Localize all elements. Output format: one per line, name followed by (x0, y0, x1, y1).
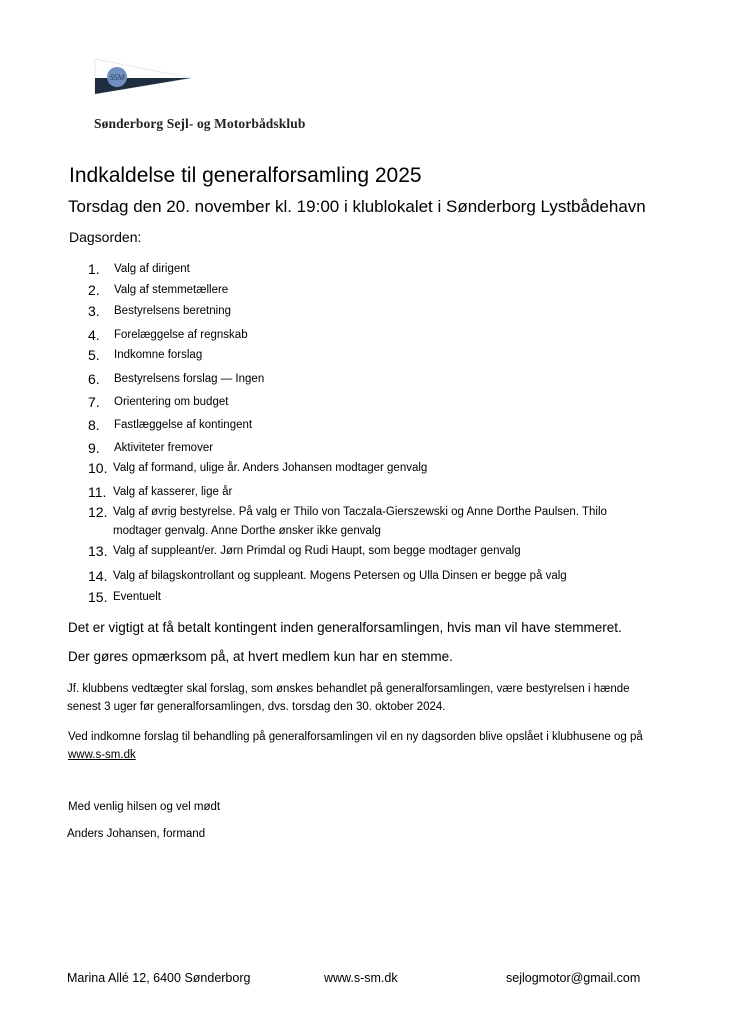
footer-email[interactable]: sejlogmotor@gmail.com (506, 971, 641, 985)
agenda-item (88, 371, 648, 389)
agenda-item (88, 504, 648, 541)
agenda-text: Valg af kasserer, lige år (113, 486, 233, 498)
agenda-number: 3. (88, 303, 100, 319)
footer-address: Marina Allé 12, 6400 Sønderborg (67, 971, 251, 985)
agenda-text: Aktiviteter fremover (114, 442, 214, 454)
document-title: Indkaldelse til generalforsamling 2025 (69, 164, 422, 187)
agenda-number: 9. (88, 440, 100, 456)
agenda-item (88, 440, 648, 458)
greeting: Med venlig hilsen og vel mødt (68, 801, 221, 813)
agenda-number: 6. (88, 371, 100, 387)
agenda-text: Valg af øvrig bestyrelse. På valg er Thilo von Taczala-Gierszewski og Anne Dorthe Paulsen. Thilo modtager genvalg. Anne Dorthe ønsker ikke genvalg (113, 506, 607, 537)
signature: Anders Johansen, formand (67, 828, 206, 840)
agenda-number: 14. (88, 568, 108, 584)
club-name: Sønderborg Sejl- og Motorbådsklub (94, 116, 306, 131)
agenda-item (88, 303, 648, 321)
agenda-item (88, 460, 648, 478)
club-pennant-logo (93, 56, 193, 106)
agenda-text: Valg af formand, ulige år. Anders Johansen modtager genvalg (113, 462, 428, 474)
agenda-number: 11. (88, 484, 107, 500)
agenda-item (88, 417, 648, 435)
agenda-text: Indkomne forslag (114, 349, 203, 361)
agenda-number: 15. (88, 589, 108, 605)
emblem-monogram: SSM (109, 73, 125, 82)
agenda-text: Forelæggelse af regnskab (114, 329, 248, 341)
agenda-item (88, 589, 648, 607)
notice-text: Ved indkomne forslag til behandling på generalforsamlingen vil en ny dagsorden blive opslået i klubhusene og på (68, 731, 643, 743)
agenda-item (88, 282, 648, 300)
agenda-text: Valg af suppleant/er. Jørn Primdal og Rudi Haupt, som begge modtager genvalg (113, 545, 521, 557)
payment-notice: Det er vigtigt at få betalt kontingent inden generalforsamlingen, hvis man vil have stemmeret. (68, 620, 622, 635)
agenda-number: 7. (88, 394, 100, 410)
agenda-item (88, 394, 648, 412)
agenda-text: Eventuelt (113, 591, 161, 603)
agenda-text: Valg af dirigent (114, 263, 190, 275)
agenda-item (88, 327, 648, 345)
document-subtitle: Torsdag den 20. november kl. 19:00 i klublokalet i Sønderborg Lystbådehavn (68, 197, 646, 216)
agenda-number: 12. (88, 504, 108, 520)
agenda-number: 4. (88, 327, 100, 343)
agenda-item (88, 568, 648, 586)
deadline-notice: Jf. klubbens vedtægter skal forslag, som ønskes behandlet på generalforsamlingen, være bestyrelsen i hænde senest 3 uger før generalforsamlingen, dvs. torsdag den 30. oktober 2024. (67, 683, 630, 713)
vote-notice: Der gøres opmærksom på, at hvert medlem kun har en stemme. (68, 649, 453, 664)
agenda-publication-notice (68, 728, 668, 764)
agenda-item (88, 543, 648, 561)
agenda-number: 1. (88, 261, 100, 277)
agenda-number: 13. (88, 543, 108, 559)
agenda-text: Fastlæggelse af kontingent (114, 419, 253, 431)
agenda-number: 10. (88, 460, 108, 476)
agenda-text: Valg af bilagskontrollant og suppleant. Mogens Petersen og Ulla Dinsen er begge på valg (113, 570, 567, 582)
footer-website[interactable]: www.s-sm.dk (324, 971, 398, 985)
website-link[interactable]: www.s-sm.dk (68, 749, 136, 761)
agenda-item (88, 261, 648, 279)
agenda-number: 2. (88, 282, 100, 298)
agenda-text: Orientering om budget (114, 396, 229, 408)
agenda-item (88, 484, 648, 502)
agenda-item (88, 347, 648, 365)
agenda-text: Valg af stemmetællere (114, 284, 229, 296)
agenda-heading: Dagsorden: (69, 229, 142, 245)
agenda-number: 5. (88, 347, 100, 363)
agenda-text: Bestyrelsens beretning (114, 305, 231, 317)
agenda-text: Bestyrelsens forslag — Ingen (114, 373, 265, 385)
agenda-number: 8. (88, 417, 100, 433)
